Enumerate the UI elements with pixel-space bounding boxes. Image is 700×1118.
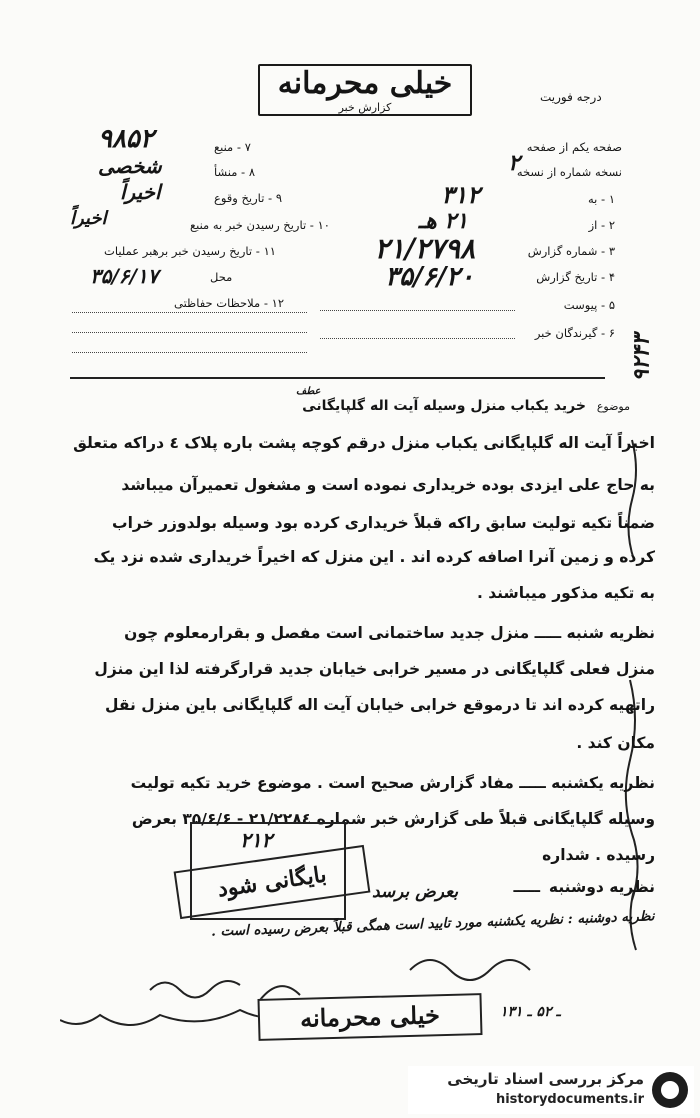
copy-line: نسخه شماره از نسخه [516, 165, 622, 179]
margin-number: ۹۲۴۳ [628, 334, 655, 382]
archive-stamp-text: بایگانی شود [215, 861, 329, 903]
field-from: ۲ - از [588, 218, 615, 232]
dotted-line [72, 352, 307, 353]
hand-report-number: ۲۱/۲۷۹۸ [374, 232, 475, 265]
handwritten-note: نظریه دوشنبه : نظریه یکشنبه مورد تایید است همگی قبلاً بعرض رسیده است . [211, 908, 656, 940]
footer-url[interactable]: historydocuments.ir [495, 1092, 644, 1107]
field-to: ۱ - به [587, 192, 615, 206]
dotted-line [320, 338, 515, 339]
horizontal-rule [70, 377, 605, 379]
bottom-stamp-sub: ـ ۵۲ ـ ۱۳۱ [500, 1004, 561, 1020]
field-received-source: ۱۰ - تاریخ رسیدن خبر به منبع [190, 218, 330, 232]
bottom-classification-stamp [257, 993, 482, 1041]
subject-text: خرید یکباب منزل وسیله آیت اله گلپایگانی [302, 398, 586, 414]
subject-label: موضوع [596, 400, 630, 413]
opinion-line: نظریه یکشنبه ـــــ مفاد گزارش صحیح است . موضوع خرید تکیه تولیت [130, 774, 655, 792]
hand-occurrence: اخیراً [120, 180, 161, 204]
body-line: اخیراً آیت اله گلپایگانی یکباب منزل درقم کوچه پشت باره پلاک ٤ دراکه متعلق [73, 434, 655, 452]
page-line: صفحه یکم از صفحه [526, 140, 622, 154]
field-report-number: ۳ - شماره گزارش [527, 244, 615, 258]
hand-from: ۲۱ هـ [418, 208, 468, 234]
opinion3-label: نظریه دوشنبه [548, 878, 655, 896]
copy-number: ۲ [508, 150, 520, 176]
field-security-notes: ۱۲ - ملاحظات حفاظتی [174, 296, 285, 310]
footer-org: مرکز بررسی اسناد تاریخی [447, 1070, 644, 1088]
opinion3-dash: ـــــ [513, 878, 540, 896]
dotted-line [72, 312, 307, 313]
priority-label: درجه فوریت [540, 90, 602, 104]
archive-stamp-number: ۲۱۲ [240, 828, 273, 852]
field-report-date: ۴ - تاریخ گزارش [536, 270, 615, 284]
hand-report-date: ۳۵/۶/۲۰ [385, 262, 474, 292]
opinion-line: منزل فعلی گلپایگانی در مسیر خرابی خیابان جدید قرارگرفته لذا این منزل [94, 660, 655, 678]
field-location: محل [210, 270, 233, 284]
field-recipients: ۶ - گیرندگان خبر [534, 326, 615, 340]
body-line: به تکیه مذکور میباشند . [476, 584, 655, 602]
footer-watermark [408, 1066, 694, 1114]
hand-received-ops: ۳۵/۶/۱۷ [90, 264, 159, 288]
dotted-line [72, 332, 307, 333]
field-origin: ۸ - منشأ [214, 165, 256, 179]
bottom-stamp-text: خیلی محرمانه [299, 1000, 441, 1033]
opinion-line: راتهیه کرده اند تا درموقع خرابی خیابان آیت اله گلپایگانی باین منزل نقل [105, 696, 655, 714]
field-occurrence-date: ۹ - تاریخ وقوع [214, 191, 283, 205]
hand-origin: شخصی [98, 154, 162, 178]
archive-logo-icon [652, 1072, 688, 1108]
body-line: ضمناً تکیه تولیت سابق راکه قبلاً خریداری کرده بود وسیله بولدوزر خراب [112, 514, 655, 532]
field-source: ۷ - منبع [214, 140, 251, 154]
opinion-line: نظریه شنبه ـــــ منزل جدید ساختمانی است مفصل و بقرارمعلوم چون [124, 624, 655, 642]
classification-text: خیلی محرمانه [277, 66, 453, 101]
classification-stamp [258, 64, 472, 116]
subject-line [302, 398, 630, 414]
dotted-line [320, 310, 515, 311]
opinion3-handwritten: بعرض برسد [372, 882, 459, 902]
opinion-line: وسیله گلپایگانی قبلاً طی گزارش خبر شماره ۲۱/۲۲۸٤ - ۳۵/۶/۶ بعرض [131, 810, 655, 828]
field-attachment: ۵ - پیوست [563, 298, 615, 312]
opinion-line: مکان کند . [576, 734, 655, 752]
field-received-ops: ۱۱ - تاریخ رسیدن خبر برهبر عملیات [104, 244, 276, 258]
hand-source: ۹۸۵۲ [98, 124, 154, 154]
classification-subtext: کزارش خبر [338, 101, 392, 114]
opinion-line: رسیده . شداره [542, 846, 655, 864]
hand-to: ۳۱۲ [441, 180, 480, 209]
body-line: به حاج علی ایزدی بوده خریداری نموده است و مشغول تعمیرآن میباشد [121, 476, 655, 494]
body-line: کرده و زمین آنرا اصافه کرده اند . این منزل که اخیراً خریداری شده نزد یک [93, 548, 655, 566]
subject-insert: عطف [296, 386, 321, 397]
hand-received: اخیراً [70, 208, 107, 229]
